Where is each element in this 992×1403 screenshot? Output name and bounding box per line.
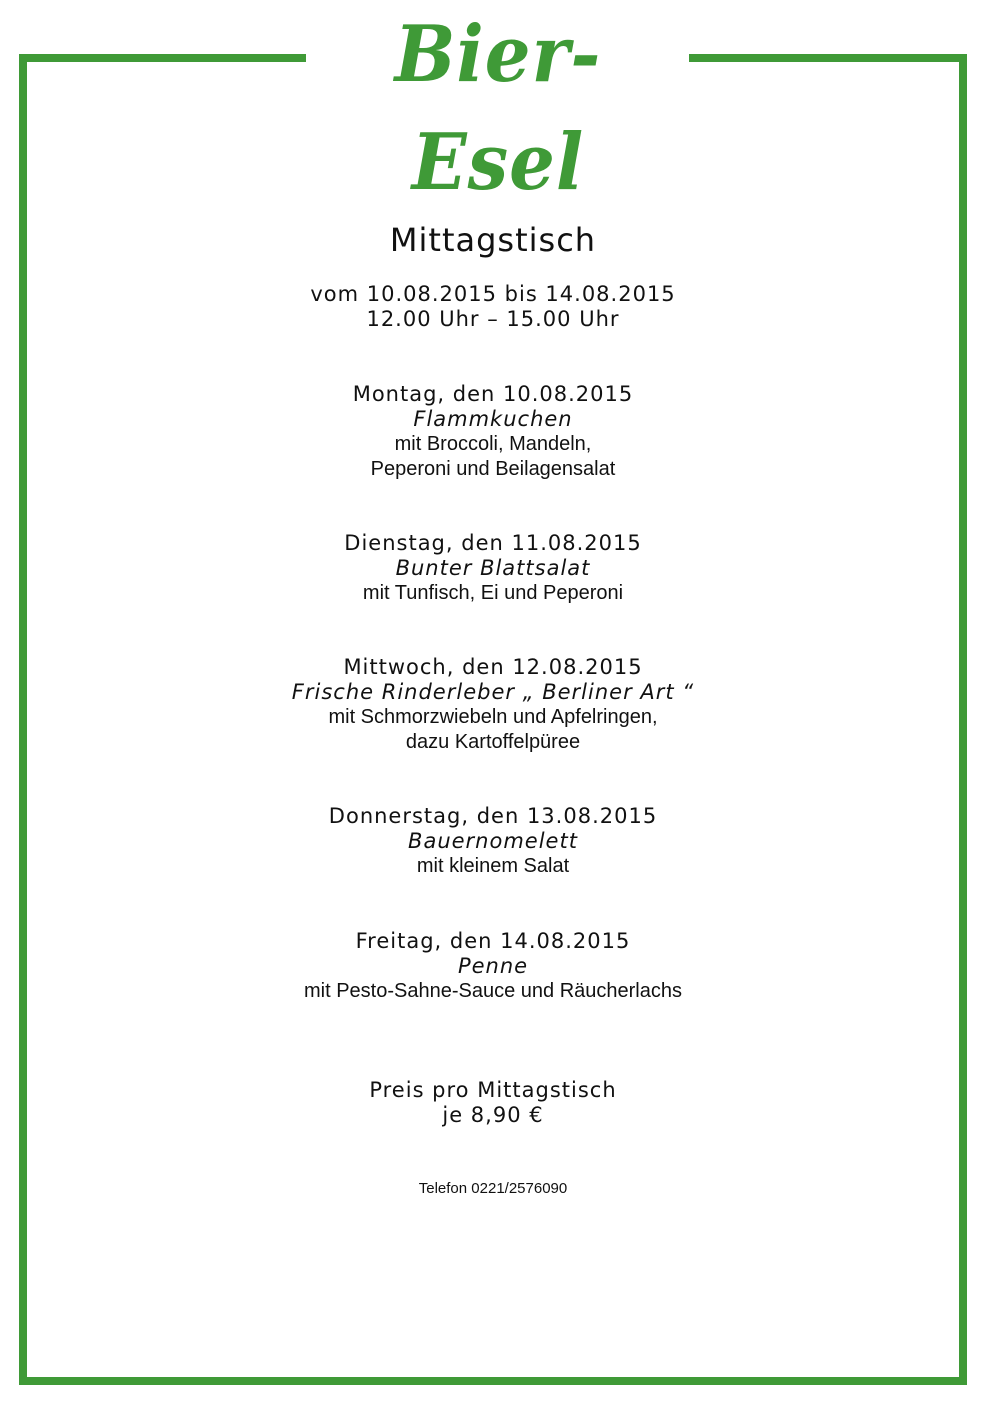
dish-name: Frische Rinderleber „ Berliner Art “ [291,680,695,704]
bier-esel-logo: Bier-Esel [394,7,602,208]
day-title: Donnerstag, den 13.08.2015 [328,804,658,828]
price-block [27,1078,959,1128]
dish-description-line: Peperoni und Beilagensalat [370,458,616,480]
day-title: Freitag, den 14.08.2015 [355,929,631,953]
dish-description-line: mit Pesto-Sahne-Sauce und Räucherlachs [304,980,682,1002]
dish-name: Bunter Blattsalat [395,556,591,580]
dish-name: Flammkuchen [413,407,573,431]
dish-name: Bauernomelett [408,829,578,853]
menu-day-friday [27,929,959,1004]
page-title: Mittagstisch [389,221,597,259]
dish-description-line: mit Schmorzwiebeln und Apfelringen, [328,706,658,728]
price-value: je 8,90 € [442,1103,544,1127]
frame-top-right [689,54,967,62]
dish-description-line: mit Tunfisch, Ei und Peperoni [362,582,624,604]
day-title: Dienstag, den 11.08.2015 [344,531,642,555]
dish-name: Penne [457,954,529,978]
menu-day-thursday [27,804,959,879]
frame-top-left [19,54,306,62]
menu-day-tuesday [27,531,959,606]
frame-right [959,54,967,1385]
phone-number: Telefon 0221/2576090 [418,1180,568,1197]
price-label: Preis pro Mittagstisch [369,1078,617,1102]
dish-description-line: mit Broccoli, Mandeln, [394,433,592,455]
frame-left [19,54,27,1385]
menu-day-monday [27,382,959,482]
day-title: Mittwoch, den 12.08.2015 [343,655,643,679]
day-title: Montag, den 10.08.2015 [352,382,634,406]
frame-bottom [19,1377,967,1385]
dish-description-line: dazu Kartoffelpüree [405,731,581,753]
time-range: 12.00 Uhr – 15.00 Uhr [366,307,620,331]
dish-description-line: mit kleinem Salat [416,855,570,877]
menu-day-wednesday [27,655,959,755]
date-range: vom 10.08.2015 bis 14.08.2015 [310,282,676,306]
menu-period [27,282,959,332]
